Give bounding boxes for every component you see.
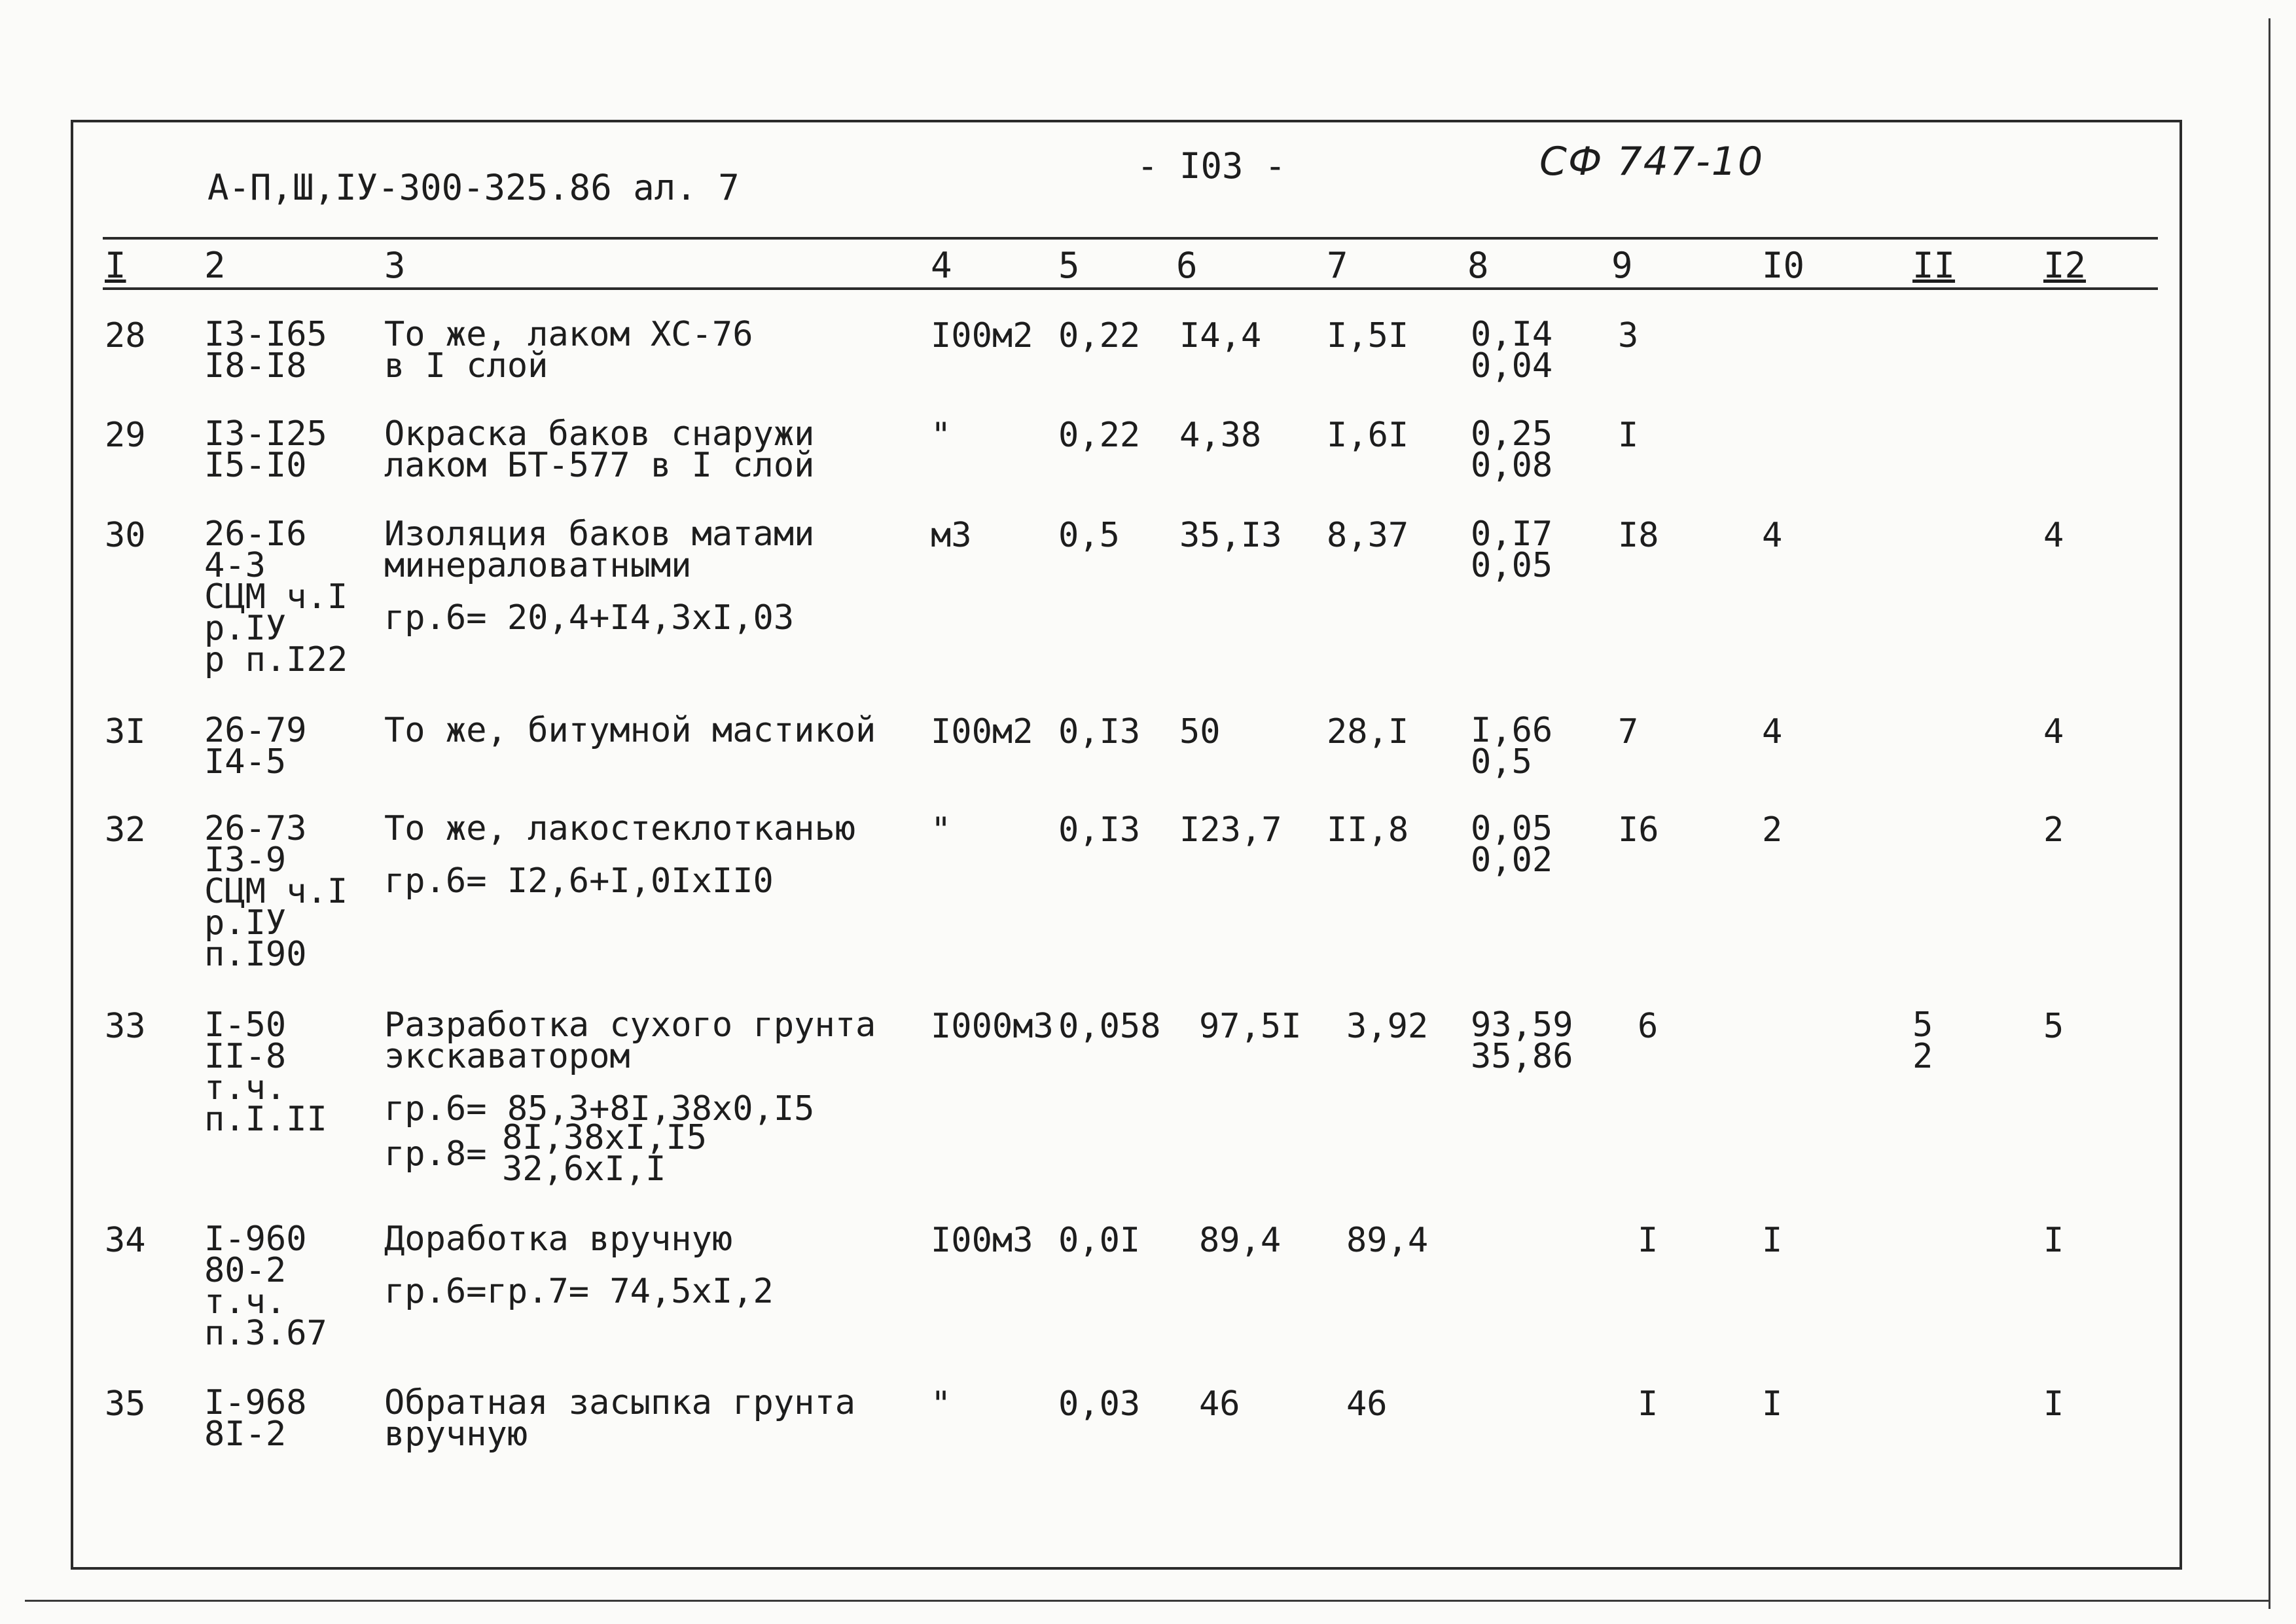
col8-value: I,66 0,5: [1471, 711, 1553, 782]
column-header-2: 2: [204, 245, 226, 286]
unit: I00м2: [931, 316, 1033, 355]
col10-value: I: [1762, 1384, 1783, 1424]
work-description: Разработка сухого грунта экскаватором: [384, 1005, 876, 1076]
norm-code: 26-79 I4-5: [204, 711, 307, 782]
table-top-rule: [103, 237, 2158, 240]
quantity: 0,I3: [1058, 810, 1141, 850]
col7-value: 89,4: [1346, 1221, 1429, 1260]
work-description: Обратная засыпка грунта вручную: [384, 1383, 856, 1454]
calculation-note: гр.6= 85,3+8I,38х0,I5: [384, 1089, 815, 1128]
work-description: Доработка вручную: [384, 1219, 733, 1259]
col12-value: 2: [2043, 810, 2064, 850]
norm-code: I-960 80-2 т.ч. п.3.67: [204, 1219, 327, 1353]
quantity: 0,22: [1058, 416, 1141, 455]
col6-value: 46: [1199, 1384, 1240, 1424]
col12-value: 5: [2043, 1007, 2064, 1046]
col9-value: 6: [1638, 1007, 1659, 1046]
unit: I00м2: [931, 712, 1033, 751]
column-header-3: 3: [384, 245, 406, 286]
col7-value: 3,92: [1346, 1007, 1429, 1046]
col6-value: 4,38: [1179, 416, 1262, 455]
column-header-7: 7: [1327, 245, 1348, 286]
col7-value: II,8: [1327, 810, 1409, 850]
col7-value: I,6I: [1327, 416, 1409, 455]
norm-code: I3-I65 I8-I8: [204, 315, 327, 386]
col9-value: I: [1618, 416, 1639, 455]
col6-value: 35,I3: [1179, 516, 1282, 555]
col8-value: 0,I7 0,05: [1471, 514, 1553, 585]
calculation-note-formula: 8I,38хI,I5 32,6хI,I: [502, 1118, 708, 1189]
handwritten-reference: СФ 747-10: [1539, 139, 1765, 185]
document-sheet: [71, 120, 2182, 1570]
col12-value: I: [2043, 1221, 2064, 1260]
table-header-rule: [103, 287, 2158, 290]
col10-value: I: [1762, 1221, 1783, 1260]
column-header-10: I0: [1762, 245, 1805, 286]
col7-value: I,5I: [1327, 316, 1409, 355]
column-header-6: 6: [1176, 245, 1198, 286]
unit: м3: [931, 516, 972, 555]
work-description: То же, лаком ХС-76 в I слой: [384, 315, 753, 386]
page-edge-right: [2269, 18, 2270, 1609]
column-header-4: 4: [931, 245, 952, 286]
column-header-8: 8: [1467, 245, 1489, 286]
quantity: 0,I3: [1058, 712, 1141, 751]
unit: I000м3: [931, 1007, 1054, 1046]
norm-code: I3-I25 I5-I0: [204, 414, 327, 485]
col7-value: 8,37: [1327, 516, 1409, 555]
col8-value: 0,I4 0,04: [1471, 315, 1553, 386]
page-edge-bottom: [25, 1600, 2270, 1602]
work-description: То же, лакостеклотканью: [384, 809, 856, 848]
col9-value: I6: [1618, 810, 1659, 850]
document-code: А-П,Ш,IУ-300-325.86 ал. 7: [207, 167, 740, 208]
work-description: Изоляция баков матами минераловатными: [384, 514, 815, 585]
unit: I00м3: [931, 1221, 1033, 1260]
col9-value: I: [1638, 1221, 1659, 1260]
col6-value: 97,5I: [1199, 1007, 1302, 1046]
quantity: 0,058: [1058, 1007, 1161, 1046]
calculation-note-label: гр.8=: [384, 1134, 487, 1174]
col9-value: 3: [1618, 316, 1639, 355]
work-description: Окраска баков снаружи лаком БТ-577 в I слой: [384, 414, 815, 485]
row-number: 29: [105, 416, 146, 455]
row-number: 28: [105, 316, 146, 355]
col8-value: 0,25 0,08: [1471, 414, 1553, 485]
col10-value: 4: [1762, 712, 1783, 751]
quantity: 0,03: [1058, 1384, 1141, 1424]
column-header-11: II: [1912, 245, 1956, 286]
col9-value: I8: [1618, 516, 1659, 555]
column-header-5: 5: [1058, 245, 1080, 286]
col7-value: 46: [1346, 1384, 1388, 1424]
col12-value: 4: [2043, 712, 2064, 751]
unit: ": [931, 810, 952, 850]
norm-code: 26-73 I3-9 СЦМ ч.I р.IУ п.I90: [204, 809, 348, 974]
col7-value: 28,I: [1327, 712, 1409, 751]
col6-value: I23,7: [1179, 810, 1282, 850]
calculation-note: гр.6= I2,6+I,0IхII0: [384, 861, 774, 901]
col6-value: 89,4: [1199, 1221, 1282, 1260]
row-number: 34: [105, 1221, 146, 1260]
row-number: 35: [105, 1384, 146, 1424]
unit: ": [931, 1384, 952, 1424]
work-description: То же, битумной мастикой: [384, 711, 876, 750]
calculation-note: гр.6= 20,4+I4,3хI,03: [384, 598, 795, 638]
norm-code: I-968 8I-2: [204, 1383, 307, 1454]
quantity: 0,5: [1058, 516, 1120, 555]
norm-code: 26-I6 4-3 СЦМ ч.I р.IУ р п.I22: [204, 514, 348, 679]
col10-value: 2: [1762, 810, 1783, 850]
quantity: 0,22: [1058, 316, 1141, 355]
row-number: 3I: [105, 712, 146, 751]
col9-value: 7: [1618, 712, 1639, 751]
col10-value: 4: [1762, 516, 1783, 555]
column-header-12: I2: [2043, 245, 2087, 286]
col9-value: I: [1638, 1384, 1659, 1424]
column-header-1: I: [105, 245, 126, 286]
col6-value: 50: [1179, 712, 1221, 751]
col8-value: 93,59 35,86: [1471, 1005, 1573, 1076]
calculation-note: гр.6=гр.7= 74,5хI,2: [384, 1272, 774, 1311]
norm-code: I-50 II-8 т.ч. п.I.II: [204, 1005, 327, 1139]
col11-value: 5 2: [1912, 1005, 1933, 1076]
unit: ": [931, 416, 952, 455]
col8-value: 0,05 0,02: [1471, 809, 1553, 880]
page-number: - I03 -: [1137, 145, 1286, 187]
row-number: 33: [105, 1007, 146, 1046]
row-number: 32: [105, 810, 146, 850]
col6-value: I4,4: [1179, 316, 1262, 355]
column-header-9: 9: [1611, 245, 1633, 286]
row-number: 30: [105, 516, 146, 555]
quantity: 0,0I: [1058, 1221, 1141, 1260]
col12-value: I: [2043, 1384, 2064, 1424]
col12-value: 4: [2043, 516, 2064, 555]
